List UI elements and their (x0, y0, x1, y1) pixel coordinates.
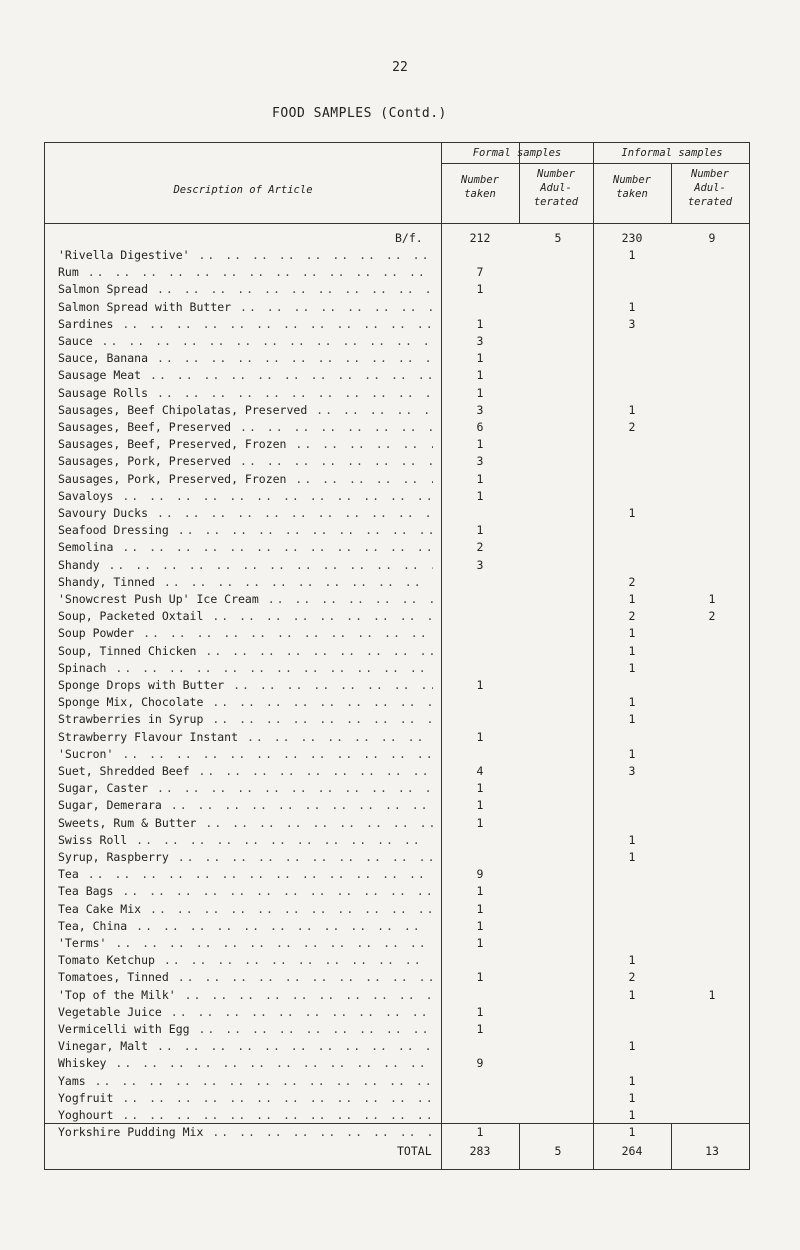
informal-taken-cell: 1 (628, 299, 636, 314)
table-row (45, 472, 749, 488)
formal-taken-cell: 1 (476, 729, 484, 744)
table-row (45, 282, 749, 298)
article-description: Sausage Meat .. .. (58, 368, 433, 382)
table-row (45, 833, 749, 849)
brought-forward-row (45, 231, 749, 247)
table-row (45, 351, 749, 367)
formal-taken-cell: 1 (476, 437, 484, 452)
informal-taken-cell: 3 (628, 316, 636, 331)
informal-taken-cell: 1 (628, 402, 636, 417)
formal-taken-cell: 1 (476, 368, 484, 383)
table-row (45, 678, 749, 694)
formal-taken-cell: 1 (476, 385, 484, 400)
article-description: Sauce .. .. (58, 334, 433, 348)
article-description: Sponge Drops with Butter .. .. (58, 678, 433, 692)
article-description: Suet, Shredded Beef .. .. (58, 764, 433, 778)
header-divider (441, 163, 749, 164)
table-row (45, 695, 749, 711)
informal-adulterated-cell: 1 (708, 592, 716, 606)
formal-taken-cell: 3 (476, 402, 484, 417)
article-description: Sausage Rolls .. .. (58, 386, 433, 400)
table-row (45, 781, 749, 797)
article-description: 'Snowcrest Push Up' Ice Cream .. .. (58, 592, 433, 606)
header-informal: Informal samples (621, 147, 723, 159)
header-formal: Formal samples (472, 147, 562, 159)
table-row (45, 816, 749, 832)
table-row (45, 850, 749, 866)
informal-taken-cell: 1 (628, 987, 636, 1002)
table-row (45, 368, 749, 384)
header-description: Description of Article (173, 184, 313, 196)
article-description: Soup Powder .. .. (58, 626, 433, 640)
table-row (45, 248, 749, 264)
table-row (45, 403, 749, 419)
table-row (45, 1022, 749, 1038)
formal-taken-cell: 1 (476, 282, 484, 297)
formal-taken-cell: 1 (476, 1022, 484, 1036)
article-description: Savaloys .. .. (58, 489, 433, 503)
informal-taken-cell: 2 (628, 420, 636, 434)
total-informal-taken: 264 (621, 1144, 643, 1158)
article-description: 'Sucron' .. .. (58, 747, 433, 761)
informal-taken-cell: 1 (628, 643, 636, 658)
total-label: TOTAL (397, 1144, 432, 1158)
article-description: Tea .. .. (58, 867, 433, 881)
informal-taken-cell: 1 (628, 832, 636, 847)
article-description: Strawberries in Syrup .. .. (58, 712, 433, 726)
informal-taken-cell: 1 (628, 953, 636, 968)
brought-forward-label: B/f. (395, 231, 423, 245)
article-description: Yogfruit .. .. (58, 1091, 433, 1105)
article-description: Sweets, Rum & Butter .. .. (58, 816, 433, 830)
table-row (45, 988, 749, 1004)
formal-taken-cell: 4 (476, 764, 484, 778)
informal-taken-cell: 2 (628, 609, 636, 624)
article-description: Seafood Dressing .. .. (58, 523, 433, 537)
table-row (45, 334, 749, 350)
informal-taken-cell: 1 (628, 1090, 636, 1105)
informal-adulterated-cell: 2 (708, 609, 716, 624)
table-row (45, 747, 749, 763)
table-row (45, 1039, 749, 1055)
article-description: Sausages, Beef Chipolatas, Preserved .. .. (58, 403, 433, 417)
table-row (45, 644, 749, 660)
formal-taken-cell: 1 (476, 798, 484, 813)
informal-taken-cell: 1 (628, 1073, 636, 1088)
table-row (45, 1108, 749, 1124)
formal-taken-cell: 1 (476, 471, 484, 486)
formal-taken-cell: 3 (476, 557, 484, 572)
table-row (45, 317, 749, 333)
article-description: 'Terms' .. .. (58, 936, 433, 950)
formal-taken-cell: 1 (476, 918, 484, 933)
article-description: Tea Bags .. .. (58, 884, 433, 898)
article-description: Whiskey .. .. (58, 1056, 433, 1070)
formal-taken-cell: 1 (476, 1125, 484, 1140)
informal-taken-cell: 1 (628, 1125, 636, 1140)
article-description: Syrup, Raspberry .. .. (58, 850, 433, 864)
table-row (45, 953, 749, 969)
table-row (45, 592, 749, 608)
informal-taken-cell: 1 (628, 660, 636, 675)
table-row (45, 609, 749, 625)
formal-taken-cell: 7 (476, 265, 484, 280)
table-row (45, 712, 749, 728)
article-description: Salmon Spread with Butter .. .. (58, 300, 433, 314)
formal-taken-cell: 1 (476, 316, 484, 331)
header-formal-adulterated: Number Adul- terated (533, 168, 579, 208)
header-informal-adulterated: Number Adul- terated (687, 168, 733, 208)
table-row (45, 437, 749, 453)
column-divider (671, 163, 672, 223)
article-description: Swiss Roll .. .. (58, 833, 433, 847)
article-description: Spinach .. .. (58, 661, 433, 675)
formal-taken-cell: 9 (476, 867, 484, 882)
formal-taken-cell: 1 (476, 970, 484, 985)
informal-taken-cell: 2 (628, 574, 636, 589)
informal-adulterated-cell: 1 (708, 987, 716, 1002)
page-title: FOOD SAMPLES (Contd.) (272, 106, 447, 121)
table-row (45, 420, 749, 436)
table-row (45, 489, 749, 505)
bf-formal-adulterated: 5 (554, 231, 562, 245)
informal-taken-cell: 3 (628, 764, 636, 778)
formal-taken-cell: 1 (476, 488, 484, 503)
table-row (45, 730, 749, 746)
table-row (45, 1074, 749, 1090)
table-row (45, 540, 749, 556)
article-description: Tea, China .. .. (58, 919, 433, 933)
informal-taken-cell: 1 (628, 592, 636, 606)
article-description: Vegetable Juice .. .. (58, 1005, 433, 1019)
article-description: Yorkshire Pudding Mix .. .. (58, 1125, 433, 1139)
article-description: 'Top of the Milk' .. .. (58, 988, 433, 1002)
article-description: Tomato Ketchup .. .. (58, 953, 433, 967)
article-description: Soup, Packeted Oxtail .. .. (58, 609, 433, 623)
article-description: Salmon Spread .. .. (58, 282, 433, 296)
formal-taken-cell: 1 (476, 884, 484, 899)
article-description: Yoghourt .. .. (58, 1108, 433, 1122)
table-row (45, 764, 749, 780)
page-number: 22 (392, 60, 408, 75)
table-row (45, 386, 749, 402)
article-description: Shandy, Tinned .. .. (58, 575, 433, 589)
informal-taken-cell: 1 (628, 248, 636, 262)
formal-taken-cell: 1 (476, 351, 484, 366)
formal-taken-cell: 6 (476, 420, 484, 434)
informal-taken-cell: 1 (628, 1108, 636, 1122)
article-description: Sausages, Beef, Preserved .. .. (58, 420, 433, 434)
informal-taken-cell: 1 (628, 850, 636, 864)
table-row (45, 506, 749, 522)
bf-informal-adulterated: 9 (708, 231, 716, 245)
table-row (45, 661, 749, 677)
total-formal-adulterated: 5 (554, 1144, 562, 1158)
informal-taken-cell: 1 (628, 1039, 636, 1054)
table-row (45, 884, 749, 900)
table-row (45, 575, 749, 591)
informal-taken-cell: 1 (628, 695, 636, 710)
article-description: Rum .. .. (58, 265, 433, 279)
informal-taken-cell: 1 (628, 712, 636, 727)
article-description: Sausages, Beef, Preserved, Frozen .. .. (58, 437, 433, 451)
table-row (45, 1091, 749, 1107)
informal-taken-cell: 1 (628, 506, 636, 520)
table-row (45, 1005, 749, 1021)
formal-taken-cell: 1 (476, 1004, 484, 1019)
informal-taken-cell: 1 (628, 746, 636, 761)
formal-taken-cell: 2 (476, 540, 484, 555)
formal-taken-cell: 3 (476, 454, 484, 469)
informal-taken-cell: 2 (628, 970, 636, 985)
table-row (45, 626, 749, 642)
article-description: Yams .. .. (58, 1074, 433, 1088)
article-description: Semolina .. .. (58, 540, 433, 554)
bf-formal-taken: 212 (469, 231, 491, 245)
food-samples-table (44, 142, 750, 1170)
table-row (45, 867, 749, 883)
article-description: Sausages, Pork, Preserved, Frozen .. .. (58, 472, 433, 486)
article-description: Savoury Ducks .. .. (58, 506, 433, 520)
table-row (45, 300, 749, 316)
article-description: Sausages, Pork, Preserved .. .. (58, 454, 433, 468)
article-description: Sugar, Caster .. .. (58, 781, 433, 795)
article-description: Tomatoes, Tinned .. .. (58, 970, 433, 984)
header-formal-taken: Number taken (461, 174, 499, 200)
table-row (45, 523, 749, 539)
article-description: Soup, Tinned Chicken .. .. (58, 644, 433, 658)
formal-taken-cell: 9 (476, 1056, 484, 1071)
formal-taken-cell: 1 (476, 815, 484, 830)
total-informal-adulterated: 13 (705, 1144, 719, 1158)
formal-taken-cell: 1 (476, 936, 484, 950)
article-description: Vinegar, Malt .. .. (58, 1039, 433, 1053)
formal-taken-cell: 3 (476, 334, 484, 348)
article-description: Sauce, Banana .. .. (58, 351, 433, 365)
table-row (45, 936, 749, 952)
article-description: Tea Cake Mix .. .. (58, 902, 433, 916)
formal-taken-cell: 1 (476, 678, 484, 692)
table-row (45, 919, 749, 935)
article-description: Sponge Mix, Chocolate .. .. (58, 695, 433, 709)
bf-informal-taken: 230 (621, 231, 643, 245)
article-description: Shandy .. .. (58, 558, 433, 572)
formal-taken-cell: 1 (476, 781, 484, 796)
formal-taken-cell: 1 (476, 523, 484, 538)
informal-taken-cell: 1 (628, 626, 636, 641)
formal-taken-cell: 1 (476, 901, 484, 916)
article-description: Sugar, Demerara .. .. (58, 798, 433, 812)
table-row (45, 902, 749, 918)
article-description: Sardines .. .. (58, 317, 433, 331)
article-description: Vermicelli with Egg .. .. (58, 1022, 433, 1036)
header-informal-taken: Number taken (613, 174, 651, 200)
table-row (45, 1125, 749, 1141)
table-row (45, 454, 749, 470)
table-row (45, 798, 749, 814)
header-bottom-rule (45, 223, 749, 224)
article-description: 'Rivella Digestive' .. .. (58, 248, 433, 262)
table-row (45, 558, 749, 574)
article-description: Strawberry Flavour Instant .. .. (58, 730, 433, 744)
table-row (45, 1056, 749, 1072)
total-formal-taken: 283 (469, 1144, 491, 1158)
table-row (45, 265, 749, 281)
table-row (45, 970, 749, 986)
